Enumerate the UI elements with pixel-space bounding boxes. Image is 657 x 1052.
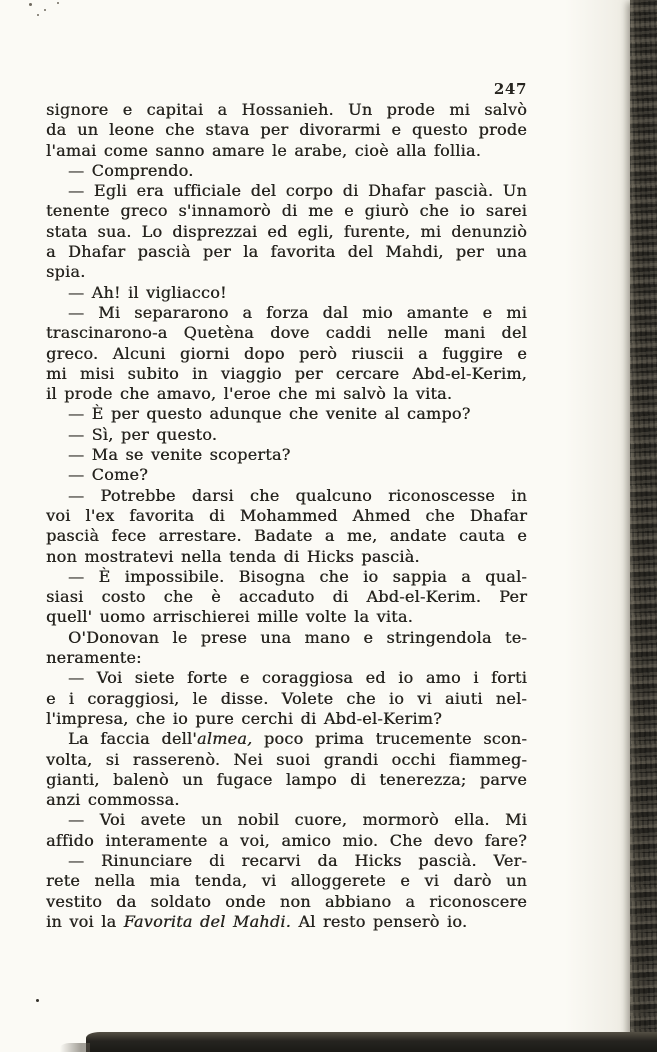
text-line bbox=[46, 831, 527, 851]
text-line bbox=[46, 465, 527, 485]
italic-text-segment: Favorita del Mahdi. bbox=[123, 911, 292, 931]
text-segment: signore e capitai a Hossanieh. Un prode mi salvò bbox=[46, 100, 527, 119]
text-line bbox=[46, 892, 527, 912]
text-segment: l'amai come sanno amare le arabe, cioè alla follia. bbox=[46, 140, 482, 160]
text-line bbox=[46, 668, 527, 688]
text-segment: Al resto penserò io. bbox=[291, 911, 468, 931]
text-segment: siasi costo che è accaduto di Abd-el-Kerim. Per bbox=[46, 587, 527, 607]
scan-speck bbox=[57, 2, 59, 4]
text-segment: e i coraggiosi, le disse. Volete che io vi aiuti nel- bbox=[46, 688, 527, 708]
text-segment: da un leone che stava per divorarmi e questo prode bbox=[46, 120, 527, 140]
text-line bbox=[46, 344, 527, 364]
page-text bbox=[46, 100, 527, 932]
text-line bbox=[46, 242, 527, 283]
text-segment: — Come? bbox=[68, 465, 148, 485]
text-line bbox=[46, 486, 527, 506]
text-line bbox=[46, 689, 527, 709]
text-line bbox=[46, 912, 527, 932]
text-segment: La faccia dell' bbox=[68, 729, 197, 749]
text-line bbox=[46, 181, 527, 201]
text-line bbox=[46, 547, 527, 567]
text-line bbox=[46, 141, 527, 161]
text-line bbox=[46, 587, 527, 607]
text-line bbox=[46, 567, 527, 587]
text-segment: a Dhafar pascià per la favorita del Mahdi, per una spia. bbox=[46, 242, 527, 282]
text-line bbox=[46, 120, 527, 140]
text-line bbox=[46, 729, 527, 749]
page-number: 247 bbox=[493, 80, 527, 98]
scan-edge-bottom bbox=[86, 1032, 657, 1052]
text-segment: poco prima trucemente scon- bbox=[252, 729, 527, 749]
text-line bbox=[46, 648, 527, 668]
text-line bbox=[46, 222, 527, 242]
text-line bbox=[46, 364, 527, 384]
text-segment: l'impresa, che io pure cerchi di Abd-el-Kerim? bbox=[46, 708, 442, 728]
text-segment: — È impossibile. Bisogna che io sappia a qual- bbox=[68, 566, 527, 586]
text-line bbox=[46, 790, 527, 810]
text-segment: — Egli era ufficiale del corpo di Dhafar pascià. Un bbox=[68, 181, 527, 201]
text-line bbox=[46, 384, 527, 404]
text-line bbox=[46, 506, 527, 526]
text-line bbox=[46, 283, 527, 303]
text-segment: voi l'ex favorita di Mohammed Ahmed che Dhafar bbox=[46, 505, 527, 525]
text-line bbox=[46, 750, 527, 770]
italic-text-segment: almea, bbox=[196, 729, 253, 749]
text-line bbox=[46, 607, 527, 627]
scan-speck bbox=[37, 14, 39, 16]
text-line bbox=[46, 323, 527, 343]
scan-speck bbox=[29, 3, 32, 6]
text-segment: — È per questo adunque che venite al campo? bbox=[68, 404, 471, 424]
scan-speck bbox=[44, 9, 46, 11]
text-line bbox=[46, 709, 527, 729]
text-segment: — Potrebbe darsi che qualcuno riconoscesse in bbox=[68, 485, 527, 505]
text-line bbox=[46, 851, 527, 871]
scan-speck bbox=[36, 999, 39, 1002]
text-segment: affido interamente a voi, amico mio. Che devo fare? bbox=[46, 830, 527, 850]
text-segment: — Voi siete forte e coraggiosa ed io amo i forti bbox=[68, 668, 527, 688]
text-segment: rete nella mia tenda, vi alloggerete e vi darò un bbox=[46, 871, 527, 891]
text-line bbox=[46, 404, 527, 424]
text-segment: anzi commossa. bbox=[46, 790, 180, 810]
text-segment: — Mi separarono a forza dal mio amante e mi bbox=[68, 302, 527, 322]
text-line bbox=[46, 303, 527, 323]
text-segment: quell' uomo arrischierei mille volte la vita. bbox=[46, 607, 413, 627]
text-segment: pascià fece arrestare. Badate a me, andate cauta e bbox=[46, 526, 527, 546]
text-segment: greco. Alcuni giorni dopo però riuscii a fuggire e bbox=[46, 343, 527, 363]
text-segment: tenente greco s'innamorò di me e giurò che io sarei bbox=[46, 201, 527, 221]
text-line bbox=[46, 770, 527, 790]
text-segment: — Voi avete un nobil cuore, mormorò ella. Mi bbox=[68, 810, 527, 830]
text-segment: vestito da soldato onde non abbiano a riconoscere bbox=[46, 891, 527, 911]
text-line bbox=[46, 100, 527, 120]
text-segment: volta, si rasserenò. Nei suoi grandi occhi fiammeg- bbox=[46, 749, 527, 769]
text-segment: O'Donovan le prese una mano e stringendola te- bbox=[68, 627, 527, 647]
text-segment: — Sì, per questo. bbox=[68, 424, 218, 444]
text-line bbox=[46, 526, 527, 546]
text-segment: non mostratevi nella tenda di Hicks pascià. bbox=[46, 546, 420, 566]
text-segment: — Comprendo. bbox=[68, 160, 194, 180]
text-line bbox=[46, 445, 527, 465]
text-line bbox=[46, 161, 527, 181]
text-segment: neramente: bbox=[46, 648, 142, 668]
text-segment: trascinarono-a Quetèna dove caddi nelle mani del bbox=[46, 323, 527, 343]
text-line bbox=[46, 201, 527, 221]
text-line bbox=[46, 628, 527, 648]
text-segment: il prode che amavo, l'eroe che mi salvò la vita. bbox=[46, 384, 453, 404]
text-segment: — Ma se venite scoperta? bbox=[68, 445, 291, 465]
text-line bbox=[46, 871, 527, 891]
scan-edge-right bbox=[630, 0, 657, 1052]
text-segment: — Ah! il vigliacco! bbox=[68, 282, 227, 302]
text-segment: stata sua. Lo disprezzai ed egli, furente, mi denunziò bbox=[46, 221, 527, 241]
text-line bbox=[46, 810, 527, 830]
text-line bbox=[46, 425, 527, 445]
text-segment: mi misi subito in viaggio per cercare Abd-el-Kerim, bbox=[46, 363, 527, 383]
text-segment: gianti, balenò un fugace lampo di tenerezza; parve bbox=[46, 769, 527, 789]
text-segment: — Rinunciare di recarvi da Hicks pascià. Ver- bbox=[68, 850, 527, 870]
text-segment: in voi la bbox=[46, 911, 124, 931]
